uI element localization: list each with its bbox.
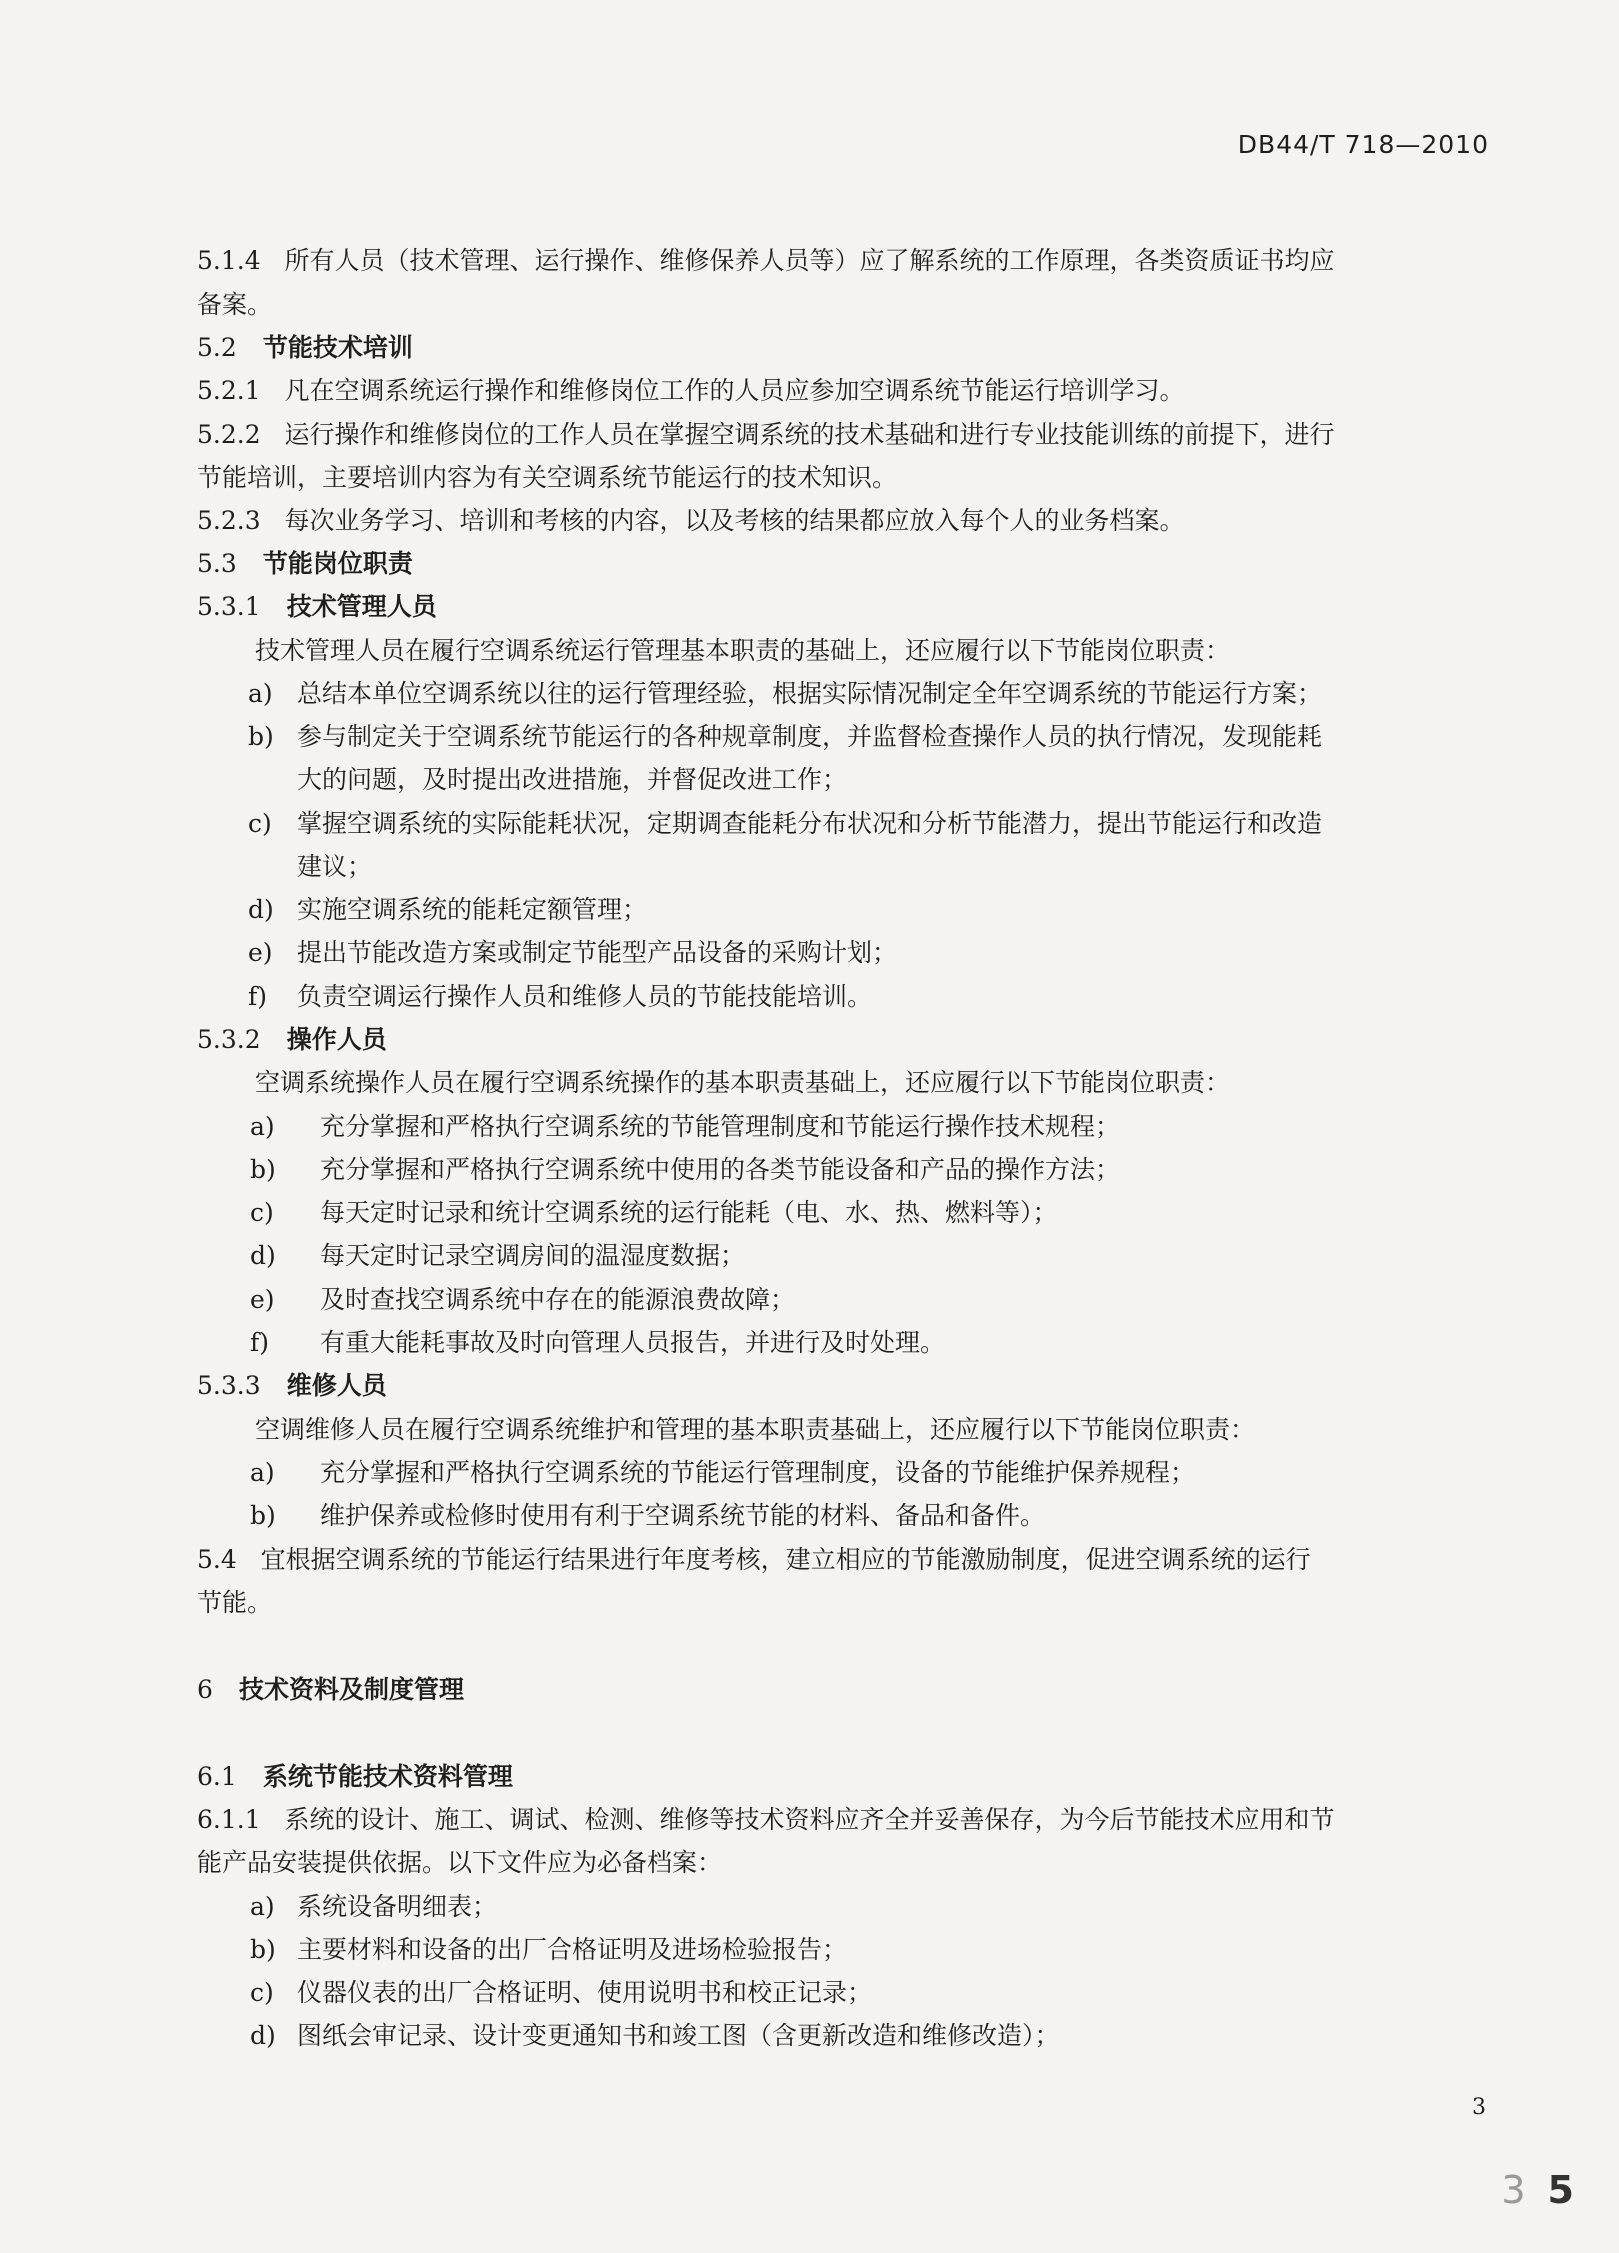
list-label: d) [250,2021,276,2050]
corner-mark-faint: 3 [1501,2168,1526,2212]
list-label: b) [248,722,274,751]
list-item-text: 图纸会审记录、设计变更通知书和竣工图（含更新改造和维修改造）； [297,2021,1060,2050]
list-item-text: 维护保养或检修时使用有利于空调系统节能的材料、备品和备件。 [320,1501,1046,1530]
heading-5-3-3 [197,1371,387,1401]
list-label: c) [250,1198,274,1227]
clause-number: 5.2.3 [197,506,261,535]
list-label: c) [248,809,272,838]
heading-5-3-2 [197,1025,387,1055]
heading-title: 技术管理人员 [286,592,437,621]
intro-5-3-3: 空调维修人员在履行空调系统维护和管理的基本职责基础上，还应履行以下节能岗位职责： [255,1415,1256,1444]
heading-title: 操作人员 [286,1025,387,1054]
clause-5-2-2-cont: 节能培训，主要培训内容为有关空调系统节能运行的技术知识。 [197,463,898,492]
list-label: b) [250,1935,276,1964]
heading-number: 5.3.2 [197,1025,261,1054]
list-label: a) [248,679,273,708]
clause-5-1-4-cont: 备案。 [197,290,273,319]
heading-number: 5.3 [197,549,237,578]
clause-5-4 [197,1545,1311,1575]
clause-5-2-1 [197,376,1184,406]
clause-number: 6.1.1 [197,1805,261,1834]
heading-number: 6 [197,1675,213,1704]
list-label: b) [250,1501,276,1530]
clause-6-1-1 [197,1805,1334,1835]
list-item-text: 充分掌握和严格执行空调系统的节能运行管理制度，设备的节能维护保养规程； [320,1458,1196,1487]
clause-5-2-3 [197,506,1184,536]
list-label: a) [250,1892,275,1921]
list-item-text-cont: 大的问题，及时提出改进措施，并督促改进工作； [297,765,848,794]
clause-5-4-cont: 节能。 [197,1588,273,1617]
list-label: d) [248,895,274,924]
heading-6 [197,1675,464,1705]
list-label: a) [250,1458,275,1487]
heading-number: 5.2 [197,333,237,362]
heading-title: 系统节能技术资料管理 [262,1762,513,1791]
heading-number: 6.1 [197,1762,237,1791]
list-item-text: 仪器仪表的出厂合格证明、使用说明书和校正记录； [297,1978,873,2007]
list-label: b) [250,1155,276,1184]
list-item-text: 提出节能改造方案或制定节能型产品设备的采购计划； [297,938,898,967]
list-item-text: 及时查找空调系统中存在的能源浪费故障； [320,1285,796,1314]
clause-number: 5.2.2 [197,420,261,449]
clause-number: 5.2.1 [197,376,261,405]
clause-text: 宜根据空调系统的节能运行结果进行年度考核，建立相应的节能激励制度，促进空调系统的运行 [260,1545,1311,1574]
heading-5-3-1 [197,592,437,622]
list-label: f) [248,982,268,1011]
list-item-text: 有重大能耗事故及时向管理人员报告，并进行及时处理。 [320,1328,946,1357]
list-label: f) [250,1328,270,1357]
list-item-text: 充分掌握和严格执行空调系统的节能管理制度和节能运行操作技术规程； [320,1112,1121,1141]
clause-text: 凡在空调系统运行操作和维修岗位工作的人员应参加空调系统节能运行培训学习。 [284,376,1185,405]
heading-title: 技术资料及制度管理 [239,1675,465,1704]
standard-code: DB44/T 718—2010 [1237,130,1489,159]
list-label: e) [248,938,273,967]
list-item-text: 参与制定关于空调系统节能运行的各种规章制度，并监督检查操作人员的执行情况，发现能耗 [297,722,1323,751]
clause-5-1-4 [197,246,1334,276]
list-label: d) [250,1241,276,1270]
list-item-text: 实施空调系统的能耗定额管理； [297,895,648,924]
list-item-text: 充分掌握和严格执行空调系统中使用的各类节能设备和产品的操作方法； [320,1155,1121,1184]
heading-title: 维修人员 [286,1371,387,1400]
clause-6-1-1-cont: 能产品安装提供依据。以下文件应为必备档案： [197,1848,723,1877]
heading-5-2 [197,333,413,363]
intro-5-3-1: 技术管理人员在履行空调系统运行管理基本职责的基础上，还应履行以下节能岗位职责： [255,636,1231,665]
clause-text: 系统的设计、施工、调试、检测、维修等技术资料应齐全并妥善保存，为今后节能技术应用和节 [284,1805,1335,1834]
corner-mark [1501,2168,1574,2212]
clause-text: 所有人员（技术管理、运行操作、维修保养人员等）应了解系统的工作原理，各类资质证书均应 [284,246,1335,275]
intro-5-3-2: 空调系统操作人员在履行空调系统操作的基本职责基础上，还应履行以下节能岗位职责： [255,1068,1231,1097]
list-label: e) [250,1285,275,1314]
clause-number: 5.4 [197,1545,237,1574]
clause-text: 每次业务学习、培训和考核的内容，以及考核的结果都应放入每个人的业务档案。 [284,506,1185,535]
list-item-text: 每天定时记录和统计空调系统的运行能耗（电、水、热、燃料等）； [320,1198,1058,1227]
list-item-text: 系统设备明细表； [297,1892,498,1921]
heading-number: 5.3.1 [197,592,261,621]
list-item-text: 总结本单位空调系统以往的运行管理经验，根据实际情况制定全年空调系统的节能运行方案； [297,679,1323,708]
clause-text: 运行操作和维修岗位的工作人员在掌握空调系统的技术基础和进行专业技能训练的前提下，进行 [284,420,1335,449]
heading-number: 5.3.3 [197,1371,261,1400]
heading-5-3 [197,549,413,579]
heading-6-1 [197,1762,513,1792]
list-item-text: 掌握空调系统的实际能耗状况，定期调查能耗分布状况和分析节能潜力，提出节能运行和改造 [297,809,1323,838]
list-item-text-cont: 建议； [297,852,373,881]
list-item-text: 每天定时记录空调房间的温湿度数据； [320,1241,746,1270]
heading-title: 节能技术培训 [262,333,413,362]
heading-title: 节能岗位职责 [262,549,413,578]
page-number: 3 [1472,2095,1486,2120]
corner-mark-number: 5 [1547,2168,1574,2212]
list-item-text: 负责空调运行操作人员和维修人员的节能技能培训。 [297,982,873,1011]
list-item-text: 主要材料和设备的出厂合格证明及进场检验报告； [297,1935,848,1964]
list-label: a) [250,1112,275,1141]
list-label: c) [250,1978,274,2007]
clause-number: 5.1.4 [197,246,261,275]
clause-5-2-2 [197,420,1334,450]
